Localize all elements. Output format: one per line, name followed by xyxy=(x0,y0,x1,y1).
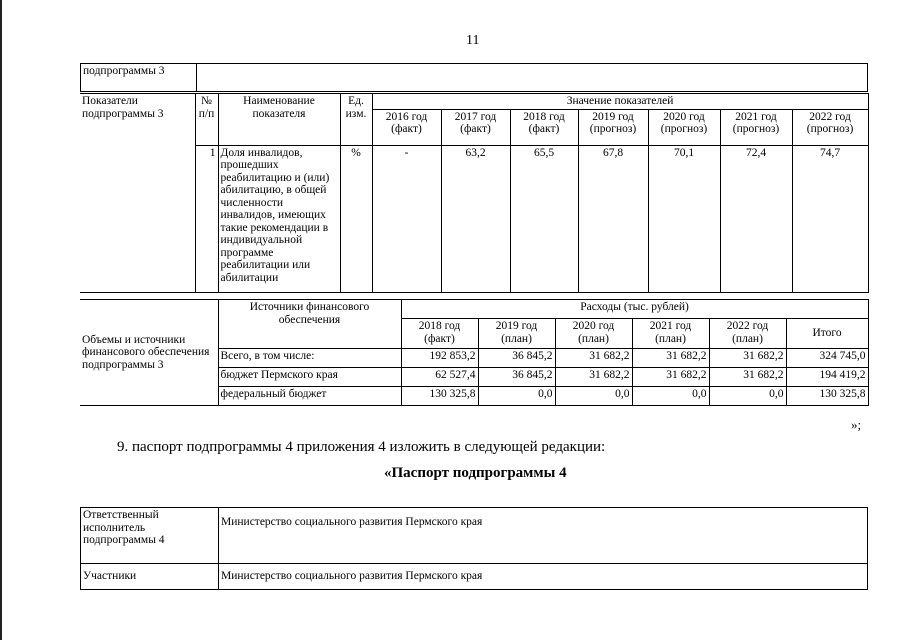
num-header: № п/п xyxy=(195,94,218,146)
top-row-label: подпрограммы 3 xyxy=(81,64,197,92)
finance-value: 0,0 xyxy=(555,387,632,406)
finance-value: 324 745,0 xyxy=(786,349,868,368)
finance-value: 31 682,2 xyxy=(632,368,709,387)
values-header: Значение показателей xyxy=(372,94,868,110)
finance-source: федеральный бюджет xyxy=(218,387,401,406)
finance-value: 192 853,2 xyxy=(401,349,478,368)
passport4-label: Участники xyxy=(81,564,219,590)
finance-table xyxy=(80,299,869,406)
indicators-table xyxy=(80,93,869,293)
subprogram3-continued-table xyxy=(80,63,868,92)
finance-value: 0,0 xyxy=(709,387,786,406)
unit-header: Ед. изм. xyxy=(340,94,372,146)
scan-edge xyxy=(0,0,2,640)
page-number: 11 xyxy=(466,33,480,48)
finance-value: 31 682,2 xyxy=(555,368,632,387)
passport4-value: Министерство социального развития Пермского края xyxy=(219,508,868,564)
closing-mark: »; xyxy=(851,417,862,432)
finance-year-header: 2018 год (факт) xyxy=(401,319,478,349)
indicator-num: 1 xyxy=(195,145,218,292)
finance-value: 130 325,8 xyxy=(786,387,868,406)
indicator-value: 72,4 xyxy=(720,145,792,292)
passport4-table xyxy=(80,507,868,590)
finance-source: бюджет Пермского края xyxy=(218,368,401,387)
finance-value: 31 682,2 xyxy=(709,368,786,387)
indicators-label: Показатели подпрограммы 3 xyxy=(80,94,195,293)
year-header: 2019 год (прогноз) xyxy=(578,109,648,145)
indicator-unit: % xyxy=(340,145,372,292)
finance-year-header: 2021 год (план) xyxy=(632,319,709,349)
passport4-value: Министерство социального развития Пермского края xyxy=(219,564,868,590)
indicator-value: - xyxy=(372,145,441,292)
finance-value: 130 325,8 xyxy=(401,387,478,406)
finance-value: 194 419,2 xyxy=(786,368,868,387)
finance-value: 31 682,2 xyxy=(709,349,786,368)
expenses-header: Расходы (тыс. рублей) xyxy=(401,300,868,319)
finance-value: 31 682,2 xyxy=(555,349,632,368)
finance-value: 36 845,2 xyxy=(478,368,555,387)
finance-total-header: Итого xyxy=(786,319,868,349)
top-row-value xyxy=(197,64,868,92)
passport4-label: Ответственный исполнитель подпрограммы 4 xyxy=(81,508,219,564)
finance-label: Объемы и источники финансового обеспечения подпрограммы 3 xyxy=(80,300,218,406)
year-header: 2020 год (прогноз) xyxy=(648,109,720,145)
item-9-text: 9. паспорт подпрограммы 4 приложения 4 изложить в следующей редакции: xyxy=(117,439,606,455)
finance-value: 62 527,4 xyxy=(401,368,478,387)
year-header: 2017 год (факт) xyxy=(441,109,510,145)
indicator-value: 63,2 xyxy=(441,145,510,292)
year-header: 2022 год (прогноз) xyxy=(792,109,868,145)
finance-source: Всего, в том числе: xyxy=(218,349,401,368)
finance-year-header: 2020 год (план) xyxy=(555,319,632,349)
passport4-title: «Паспорт подпрограммы 4 xyxy=(384,465,567,481)
indicator-name: Доля инвалидов, прошедших реабилитацию и (или) абилитацию, в общей численности инвалидов, имеющих такие рекомендации в индивидуальной программе реабилитации или абилитации xyxy=(218,145,340,292)
year-header: 2016 год (факт) xyxy=(372,109,441,145)
finance-value: 31 682,2 xyxy=(632,349,709,368)
sources-header: Источники финансового обеспечения xyxy=(218,300,401,349)
indicator-value: 70,1 xyxy=(648,145,720,292)
year-header: 2021 год (прогноз) xyxy=(720,109,792,145)
finance-value: 0,0 xyxy=(632,387,709,406)
indicator-value: 67,8 xyxy=(578,145,648,292)
finance-value: 36 845,2 xyxy=(478,349,555,368)
finance-year-header: 2019 год (план) xyxy=(478,319,555,349)
indicator-value: 74,7 xyxy=(792,145,868,292)
finance-year-header: 2022 год (план) xyxy=(709,319,786,349)
year-header: 2018 год (факт) xyxy=(510,109,578,145)
indicator-value: 65,5 xyxy=(510,145,578,292)
finance-value: 0,0 xyxy=(478,387,555,406)
name-header: Наименование показателя xyxy=(218,94,340,146)
